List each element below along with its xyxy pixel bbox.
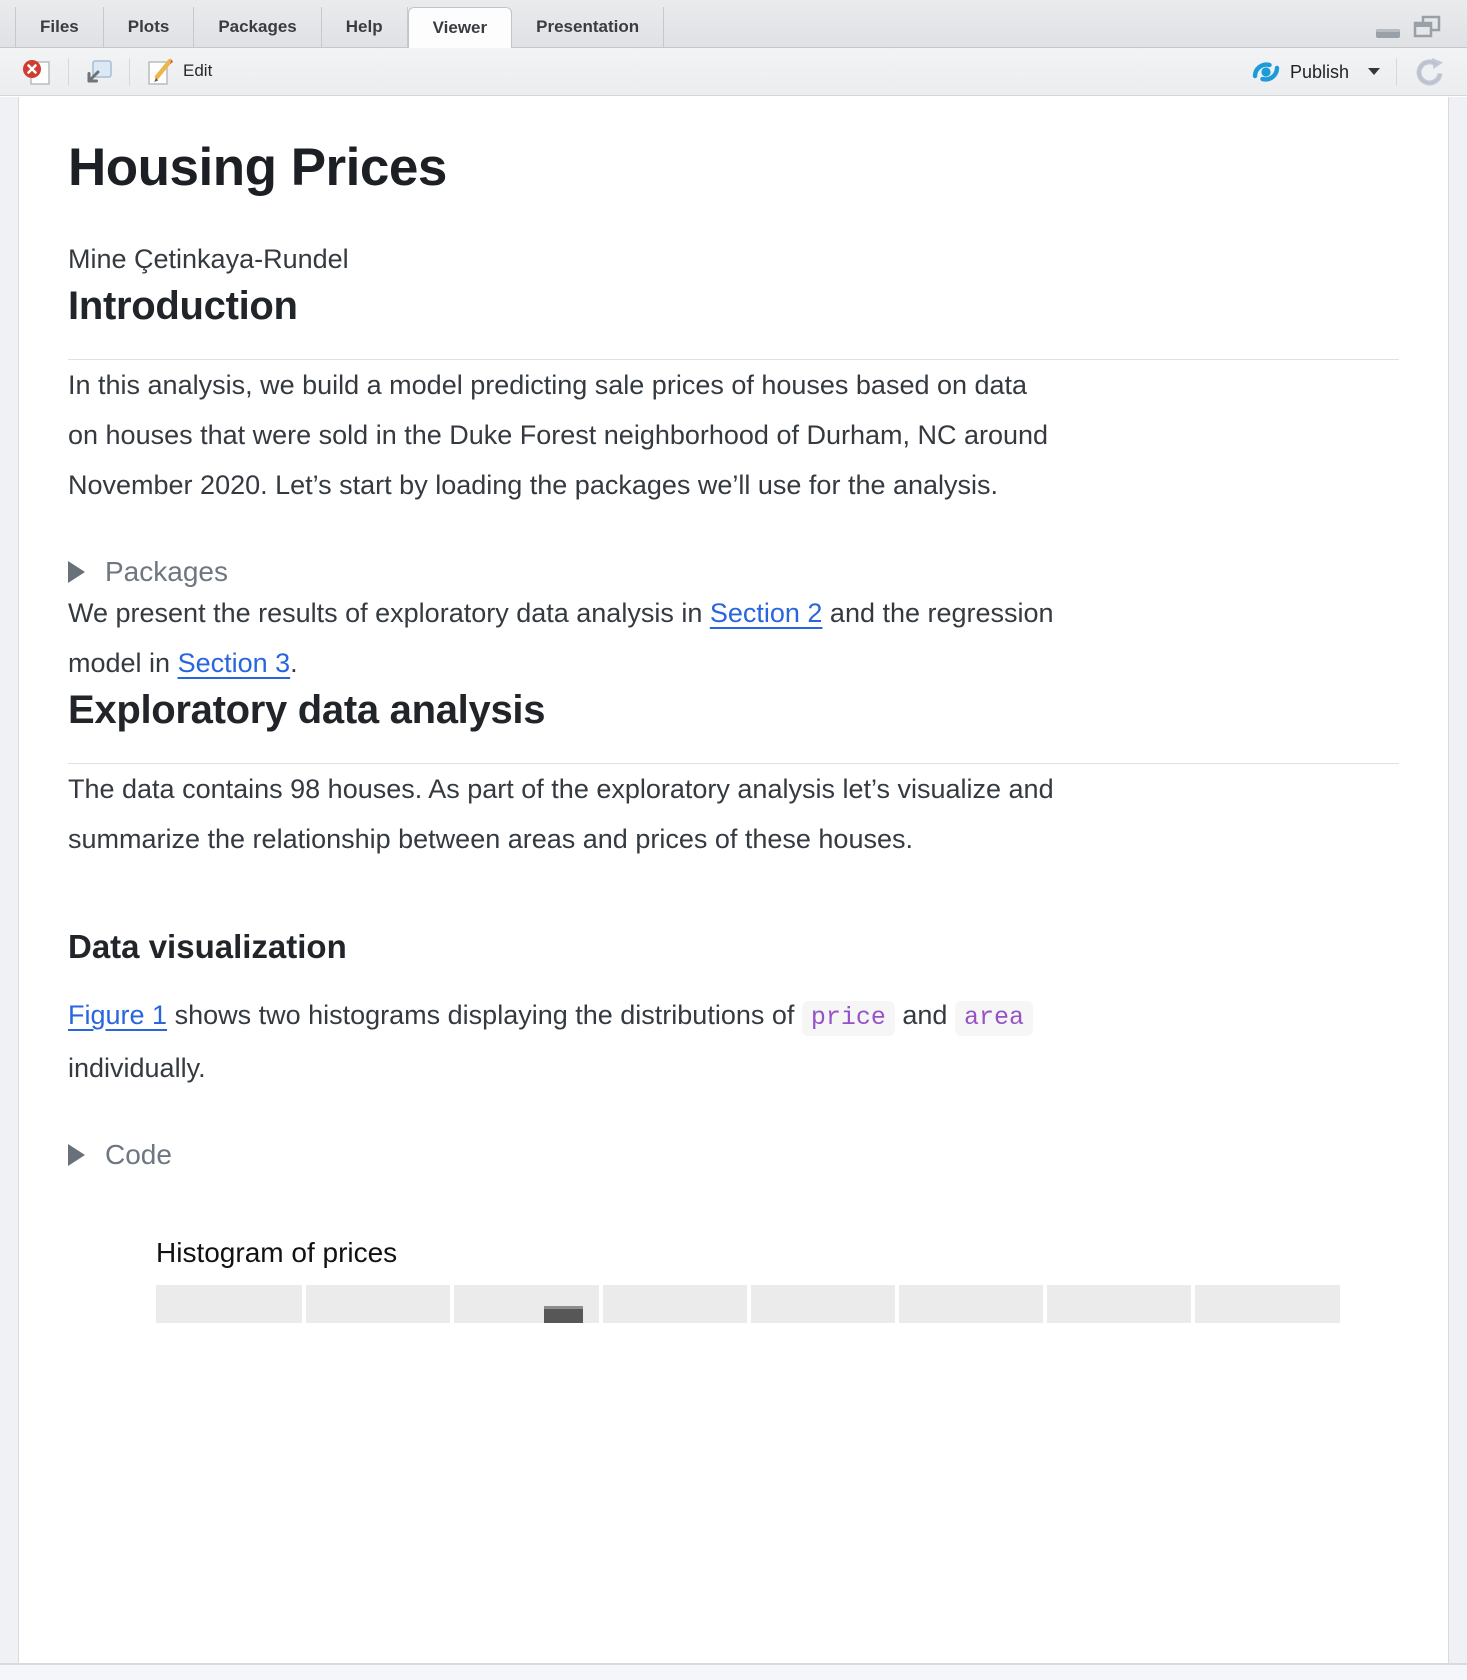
- subsection-heading-data-visualization: Data visualization: [68, 928, 347, 965]
- plot-title: Histogram of prices: [156, 1237, 398, 1268]
- publish-button[interactable]: [1243, 56, 1388, 88]
- code-fold-label: Code: [105, 1139, 172, 1170]
- tab-viewer[interactable]: Viewer: [408, 7, 513, 48]
- plot-gridline: [450, 1285, 454, 1323]
- document-author: Mine Çetinkaya-Rundel: [68, 244, 349, 274]
- plot-gridline: [1191, 1285, 1195, 1323]
- text-run: .: [290, 648, 298, 678]
- close-icon: [22, 58, 52, 86]
- pane-tabbar: [0, 0, 1467, 48]
- toolbar-separator: [1396, 58, 1397, 86]
- viewer-shell: [0, 97, 1467, 1680]
- figure-reference-paragraph: [68, 990, 1399, 1093]
- edit-pencil-icon: [146, 58, 174, 86]
- text-run: and: [894, 1000, 955, 1030]
- doc-link[interactable]: Figure 1: [68, 1000, 168, 1030]
- document-title: Housing Prices: [68, 138, 447, 197]
- doc-link[interactable]: Section 3: [177, 648, 291, 678]
- text-run: model in: [68, 648, 178, 678]
- eda-paragraph: The data contains 98 houses. As part of the exploratory analysis let’s visualize and summarize the relationship between areas and prices of these houses.: [68, 774, 1054, 854]
- toolbar-separator: [68, 58, 69, 86]
- doc-link[interactable]: Section 2: [709, 598, 823, 628]
- viewer-toolbar: [0, 48, 1467, 96]
- plot-gridline: [302, 1285, 306, 1323]
- collapsed-triangle-icon: [68, 561, 85, 583]
- minimize-pane-icon[interactable]: [1375, 21, 1401, 39]
- tab-plots[interactable]: Plots: [104, 7, 195, 47]
- plot-panel: [156, 1285, 1340, 1323]
- packages-fold-toggle[interactable]: [68, 556, 1399, 588]
- code-fold: [68, 1139, 1399, 1171]
- packages-fold-label: Packages: [105, 556, 228, 587]
- tab-presentation[interactable]: Presentation: [512, 7, 664, 47]
- tab-help[interactable]: Help: [322, 7, 408, 47]
- edit-label: Edit: [183, 61, 213, 81]
- publish-dropdown-caret-icon[interactable]: [1368, 68, 1380, 75]
- inline-code: area: [955, 1001, 1033, 1036]
- toolbar-separator: [129, 58, 130, 86]
- inline-code: price: [802, 1001, 895, 1036]
- edit-button[interactable]: [138, 54, 220, 90]
- maximize-pane-icon[interactable]: [1413, 15, 1441, 39]
- plot-gridline: [1043, 1285, 1047, 1323]
- tab-packages[interactable]: Packages: [194, 7, 321, 47]
- rendered-document: [18, 97, 1449, 1663]
- text-run: We present the results of exploratory data analysis in: [68, 598, 710, 628]
- tab-files[interactable]: Files: [15, 7, 104, 47]
- plot-gridline: [599, 1285, 603, 1323]
- price-histogram-figure: [156, 1237, 1399, 1323]
- pane-window-controls: [1375, 15, 1441, 39]
- text-run: shows two histograms displaying the distributions of: [167, 1000, 802, 1030]
- section-heading-introduction: Introduction: [68, 284, 1399, 360]
- collapsed-triangle-icon: [68, 1144, 85, 1166]
- pane-bottom-edge: [0, 1663, 1467, 1680]
- plot-gridline: [895, 1285, 899, 1323]
- open-in-new-window-button[interactable]: [77, 55, 121, 89]
- publish-label: Publish: [1289, 61, 1349, 82]
- refresh-icon: [1413, 56, 1445, 88]
- packages-code-fold: [68, 556, 1399, 588]
- histogram-bar: [544, 1306, 583, 1323]
- sections-paragraph: [68, 588, 1399, 688]
- publish-icon: [1251, 60, 1281, 84]
- intro-paragraph: In this analysis, we build a model predicting sale prices of houses based on data on houses that were sold in the Duke Forest neighborhood of Durham, NC around November 2020. Let’s start by loading the packages we’ll use for the analysis.: [68, 370, 1049, 500]
- clear-viewer-button[interactable]: [14, 54, 60, 90]
- popout-window-icon: [85, 59, 113, 85]
- text-run: individually.: [68, 1053, 206, 1083]
- refresh-button[interactable]: [1405, 52, 1453, 92]
- code-fold-toggle[interactable]: [68, 1139, 1399, 1171]
- text-run: and the regression: [822, 598, 1054, 628]
- section-heading-eda: Exploratory data analysis: [68, 688, 1399, 764]
- plot-gridline: [747, 1285, 751, 1323]
